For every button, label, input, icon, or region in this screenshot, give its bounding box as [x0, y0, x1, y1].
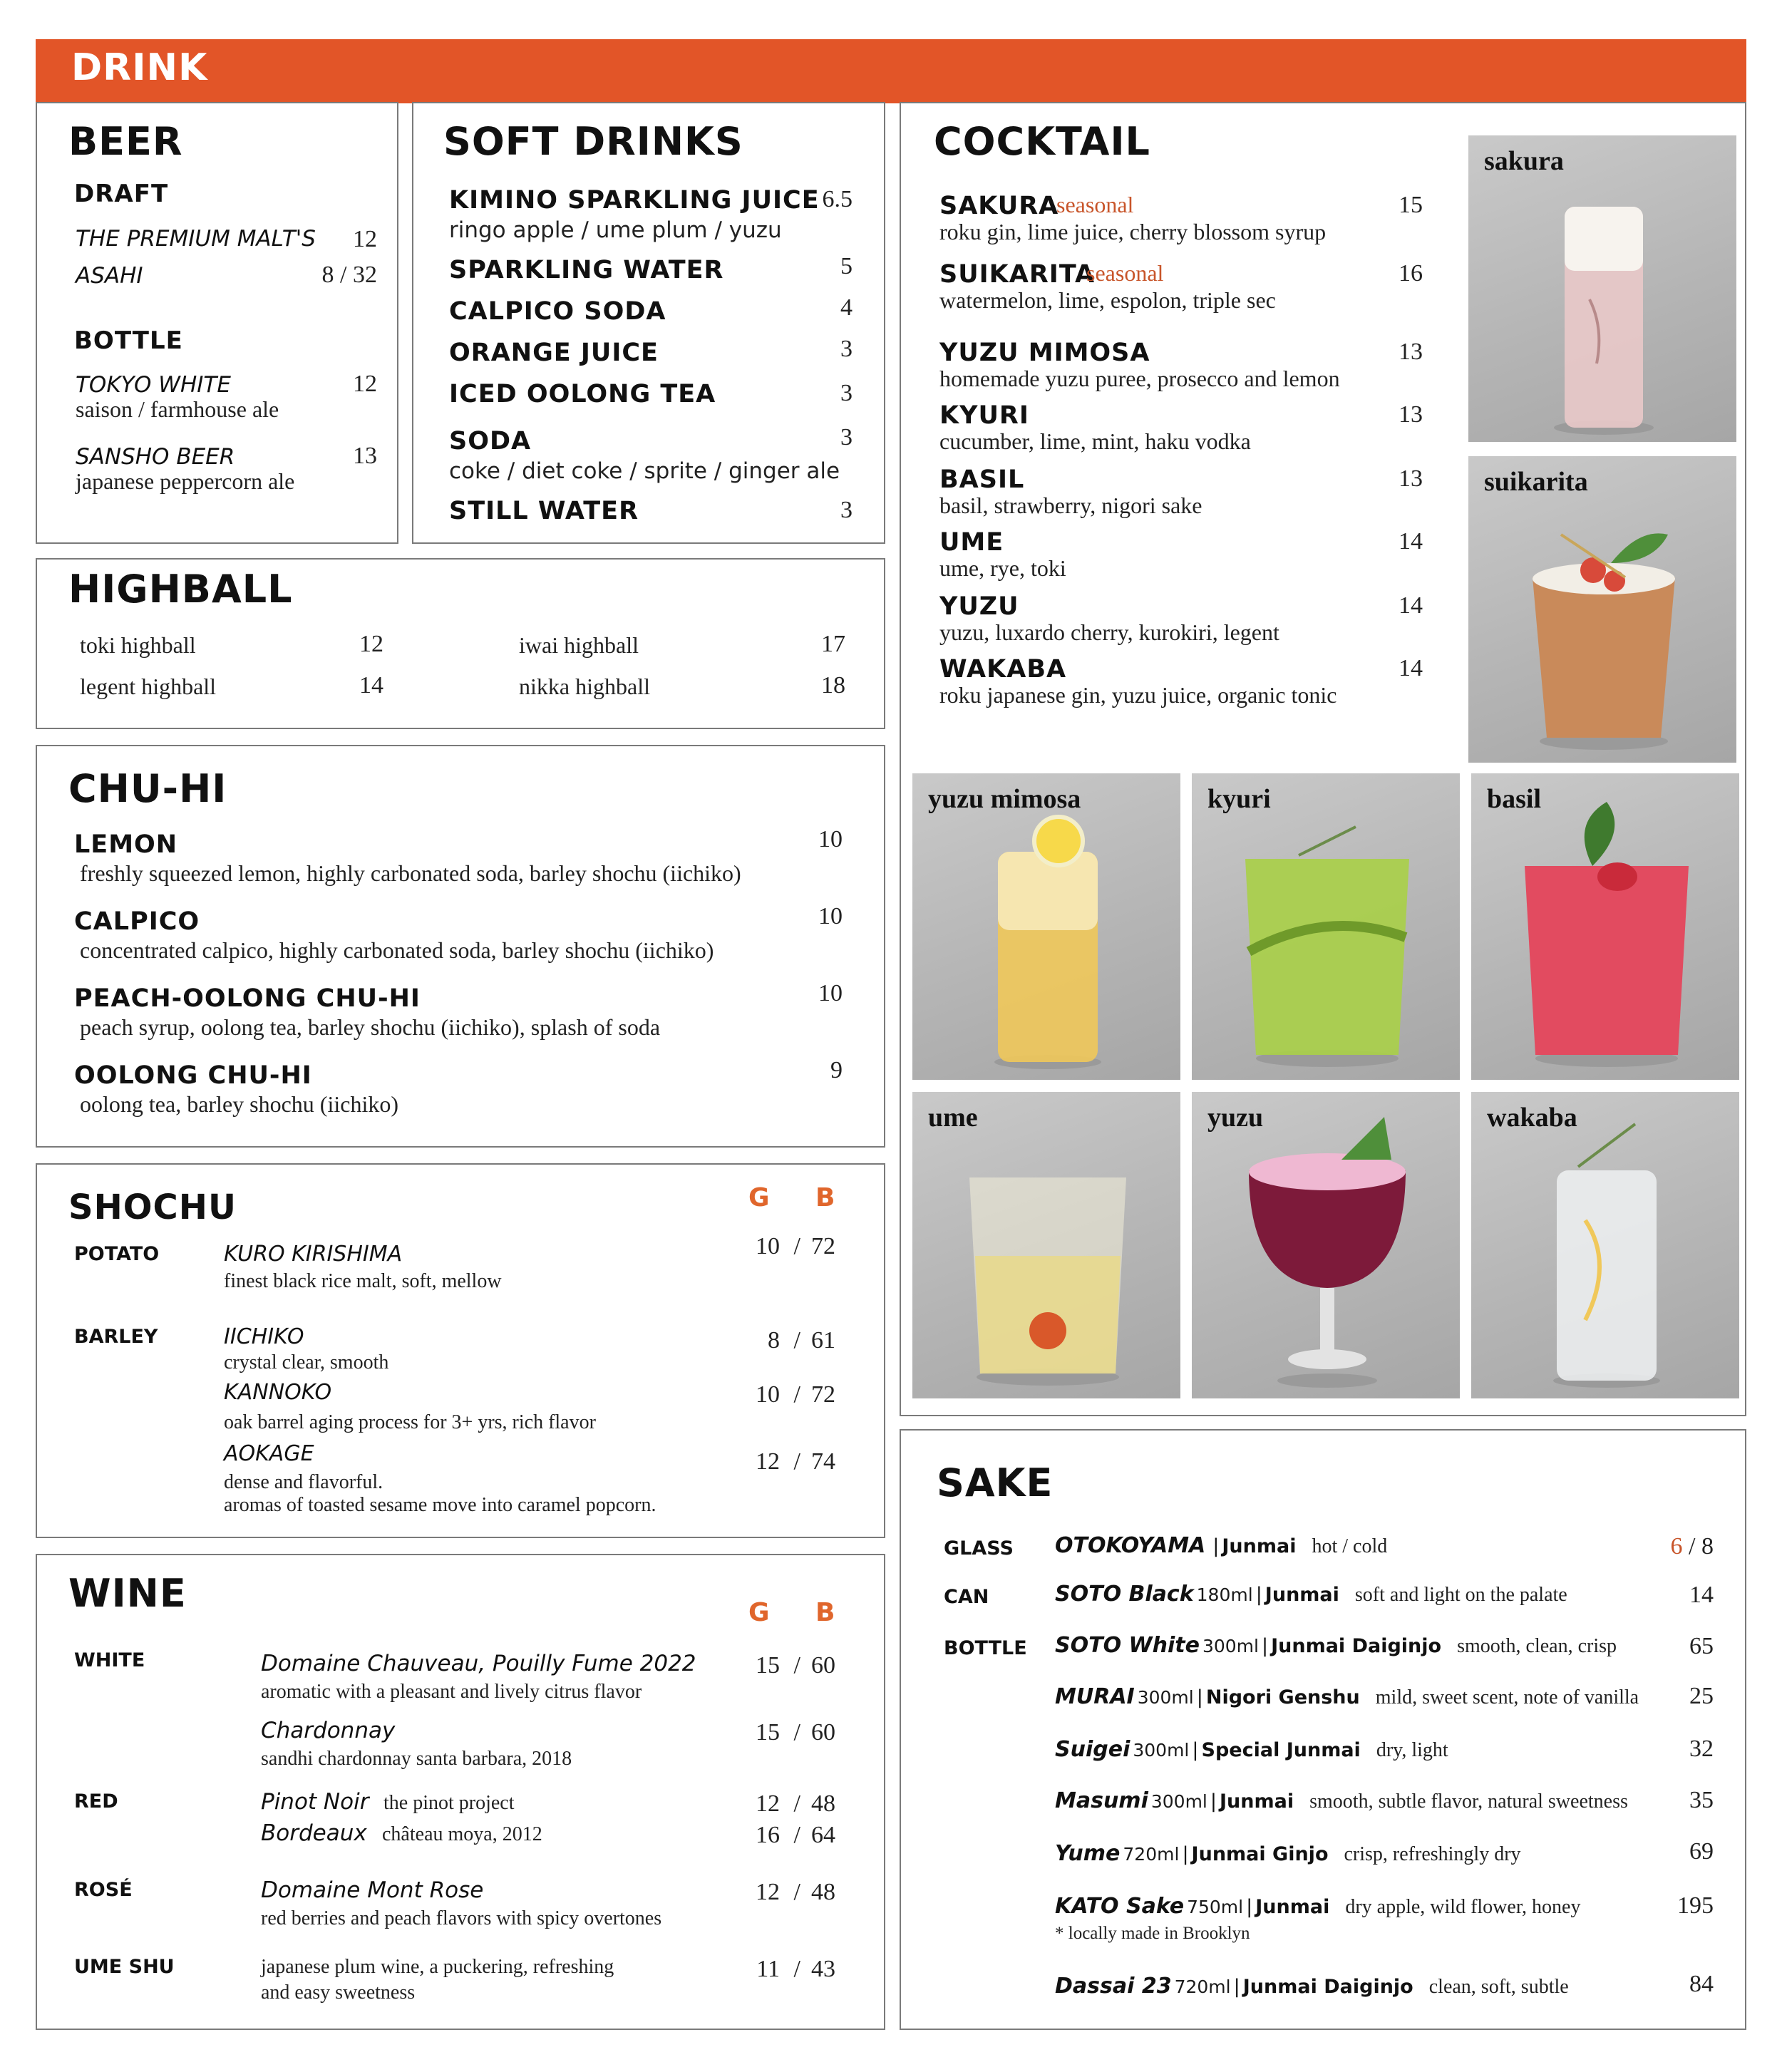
photo-suikarita	[1468, 456, 1736, 763]
wine-item-name: Domaine Mont Rose	[261, 1877, 484, 1903]
photo-label: yuzu	[1207, 1103, 1264, 1133]
wine-col-b: B	[815, 1598, 835, 1627]
highball-item-name: legent highball	[80, 674, 217, 699]
sake-sep: |	[1196, 1686, 1203, 1708]
soft-drink-price: 5	[840, 253, 853, 279]
wine-rose-label: ROSÉ	[74, 1879, 133, 1901]
sake-size: 180ml	[1196, 1584, 1253, 1605]
photo-yuzu	[1192, 1092, 1460, 1398]
wine-item-desc: château moya, 2012	[382, 1823, 542, 1845]
beer-draft-label: DRAFT	[74, 180, 169, 208]
chuhi-item-desc: oolong tea, barley shochu (iichiko)	[80, 1091, 398, 1117]
beer-section	[36, 102, 398, 544]
shochu-item-g: 10	[756, 1381, 780, 1408]
shochu-item-desc: dense and flavorful.	[224, 1471, 383, 1493]
sake-name: OTOKOYAMA	[1055, 1533, 1206, 1558]
sake-name: Suigei	[1055, 1737, 1131, 1762]
shochu-item-b: 74	[811, 1448, 835, 1475]
sake-name: SOTO White	[1055, 1633, 1200, 1658]
beer-item-desc: saison / farmhouse ale	[76, 396, 279, 422]
highball-item-price: 18	[821, 672, 845, 699]
photo-kyuri	[1192, 773, 1460, 1080]
cocktail-price: 16	[1399, 260, 1423, 287]
sake-price: 32	[1689, 1736, 1714, 1762]
photo-basil	[1471, 773, 1739, 1080]
sake-desc: crisp, refreshingly dry	[1344, 1843, 1521, 1865]
sake-desc: mild, sweet scent, note of vanilla	[1375, 1686, 1639, 1708]
shochu-item-b: 72	[811, 1381, 835, 1408]
wine-item-b: 60	[811, 1719, 835, 1746]
shochu-title: SHOCHU	[68, 1187, 237, 1227]
wine-col-g: G	[748, 1598, 770, 1627]
shochu-slash: /	[793, 1233, 800, 1259]
soft-drink-price: 3	[840, 424, 853, 450]
soft-drink-name: ICED OOLONG TEA	[449, 380, 716, 408]
sake-row	[1055, 1582, 1567, 1607]
sake-name: SOTO Black	[1055, 1582, 1194, 1607]
shochu-item-g: 12	[756, 1448, 780, 1475]
sake-glass-label: GLASS	[944, 1537, 1014, 1560]
sake-sep: |	[1233, 1976, 1240, 1998]
chuhi-item-price: 10	[818, 980, 843, 1006]
beer-item-name: THE PREMIUM MALT'S	[76, 226, 316, 252]
shochu-potato-label: POTATO	[74, 1243, 160, 1265]
wine-slash: /	[793, 1879, 800, 1905]
beer-bottle-label: BOTTLE	[74, 326, 183, 355]
wine-item-g: 12	[756, 1879, 780, 1905]
cocktail-price: 13	[1399, 339, 1423, 365]
sake-row	[1055, 1841, 1521, 1866]
shochu-section	[36, 1163, 885, 1538]
shochu-item-desc: finest black rice malt, soft, mellow	[224, 1270, 502, 1292]
wine-item-desc: red berries and peach flavors with spicy overtones	[261, 1907, 662, 1929]
sake-sep: |	[1246, 1896, 1253, 1918]
wine-slash: /	[793, 1790, 800, 1817]
wine-red-label: RED	[74, 1790, 118, 1813]
wine-white-label: WHITE	[74, 1649, 145, 1671]
beer-item-name: TOKYO WHITE	[76, 372, 231, 398]
chuhi-item-name: PEACH-OOLONG CHU-HI	[74, 984, 421, 1013]
photo-yuzu-mimosa	[912, 773, 1180, 1080]
cocktail-desc: yuzu, luxardo cherry, kurokiri, legent	[939, 619, 1279, 645]
sake-row	[1055, 1737, 1448, 1762]
sake-size: 300ml	[1150, 1791, 1207, 1812]
sake-sep: |	[1182, 1843, 1189, 1865]
soft-drinks-section	[412, 102, 885, 544]
wine-item-b: 60	[811, 1652, 835, 1679]
seasonal-tag: seasonal	[1056, 192, 1134, 217]
sakura-glass-icon	[1468, 135, 1736, 442]
basil-glass-icon	[1471, 773, 1739, 1080]
highball-item-price: 17	[821, 631, 845, 657]
soft-drink-name: KIMINO SPARKLING JUICE	[449, 186, 820, 215]
cocktail-price: 13	[1399, 465, 1423, 492]
sake-bottle-label: BOTTLE	[944, 1637, 1027, 1659]
sake-row	[1055, 1788, 1628, 1813]
cocktail-title: COCKTAIL	[934, 119, 1150, 164]
soft-drink-name: SODA	[449, 427, 532, 455]
beer-item-name: ASAHI	[76, 263, 143, 289]
shochu-item-g: 8	[768, 1327, 780, 1354]
sake-desc: clean, soft, subtle	[1428, 1976, 1569, 1998]
sake-grade: Special Junmai	[1201, 1739, 1361, 1761]
sake-size: 720ml	[1123, 1844, 1180, 1865]
photo-label: wakaba	[1487, 1103, 1577, 1133]
beer-title: BEER	[68, 119, 183, 164]
beer-item-price: 12	[353, 371, 377, 397]
sake-desc: dry, light	[1376, 1739, 1448, 1761]
photo-label: basil	[1487, 784, 1542, 814]
sake-grade: Junmai Daiginjo	[1271, 1635, 1442, 1657]
wine-item-g: 11	[756, 1956, 780, 1982]
cocktail-price: 13	[1399, 401, 1423, 428]
cocktail-price: 14	[1399, 528, 1423, 555]
sake-price: 65	[1689, 1633, 1714, 1659]
sake-row	[1055, 1974, 1569, 1999]
wine-item-name: Chardonnay	[261, 1718, 396, 1743]
wine-item-desc: the pinot project	[383, 1792, 515, 1814]
sake-row	[1055, 1684, 1639, 1709]
wine-umeshu-label: UME SHU	[74, 1956, 175, 1978]
cocktail-name: SAKURA	[939, 192, 1059, 220]
soft-drinks-title: SOFT DRINKS	[443, 119, 743, 164]
highball-item-price: 14	[359, 672, 383, 699]
photo-label: sakura	[1484, 146, 1564, 176]
highball-item-name: toki highball	[80, 632, 196, 658]
soft-drink-price: 3	[840, 336, 853, 362]
suikarita-glass-icon	[1468, 456, 1736, 763]
beer-item-price: 12	[353, 226, 377, 252]
cocktail-name: KYURI	[939, 401, 1029, 430]
wine-section	[36, 1554, 885, 2030]
sake-price: 195	[1677, 1892, 1714, 1919]
beer-item-desc: japanese peppercorn ale	[76, 468, 295, 494]
highball-title: HIGHBALL	[68, 567, 293, 612]
sake-desc: soft and light on the palate	[1354, 1584, 1567, 1606]
highball-item-name: nikka highball	[519, 674, 650, 699]
shochu-item-name: IICHIKO	[224, 1324, 304, 1349]
sake-name: KATO Sake	[1055, 1894, 1185, 1919]
soft-drink-price: 3	[840, 497, 853, 523]
wine-slash: /	[793, 1652, 800, 1679]
soft-drink-name: SPARKLING WATER	[449, 256, 724, 284]
cocktail-desc: cucumber, lime, mint, haku vodka	[939, 428, 1251, 454]
sake-grade: Junmai Ginjo	[1191, 1843, 1329, 1865]
sake-title: SAKE	[937, 1460, 1054, 1505]
shochu-item-b: 72	[811, 1233, 835, 1259]
sake-grade: Junmai	[1222, 1535, 1297, 1557]
drink-banner	[36, 39, 1746, 103]
chuhi-item-price: 9	[830, 1057, 843, 1083]
soft-drink-price: 4	[840, 294, 853, 321]
kyuri-glass-icon	[1192, 773, 1460, 1080]
sake-price	[1671, 1533, 1714, 1560]
sake-size: 300ml	[1202, 1636, 1259, 1656]
chuhi-item-price: 10	[818, 903, 843, 929]
sake-size: 750ml	[1187, 1897, 1244, 1917]
cocktail-desc: ume, rye, toki	[939, 555, 1066, 581]
sake-name: MURAI	[1055, 1684, 1135, 1709]
wine-title: WINE	[68, 1571, 187, 1616]
sake-grade: Nigori Genshu	[1205, 1686, 1360, 1708]
chuhi-section	[36, 745, 885, 1148]
wine-item-name: Bordeaux	[261, 1820, 367, 1846]
chuhi-item-name: CALPICO	[74, 907, 200, 936]
sake-sep: |	[1210, 1790, 1217, 1813]
soft-drink-price: 6.5	[822, 186, 853, 212]
shochu-item-desc: crystal clear, smooth	[224, 1351, 389, 1373]
wine-item-name: Pinot Noir	[261, 1789, 369, 1815]
wine-item-b: 48	[811, 1790, 835, 1817]
photo-label: kyuri	[1207, 784, 1271, 814]
cocktail-desc: homemade yuzu puree, prosecco and lemon	[939, 366, 1340, 391]
wine-item-b: 43	[811, 1956, 835, 1982]
sake-desc: smooth, subtle flavor, natural sweetness	[1309, 1790, 1628, 1813]
beer-item-price: 8 / 32	[321, 262, 377, 288]
sake-can-label: CAN	[944, 1586, 989, 1608]
wine-item-desc: and easy sweetness	[261, 1981, 416, 2004]
wine-item-name: Domaine Chauveau, Pouilly Fume 2022	[261, 1651, 696, 1676]
cocktail-name: SUIKARITA	[939, 260, 1096, 289]
sake-grade: Junmai	[1255, 1896, 1330, 1918]
beer-item-price: 13	[353, 443, 377, 469]
sake-size: 300ml	[1137, 1687, 1194, 1708]
shochu-item-g: 10	[756, 1233, 780, 1259]
wine-slash: /	[793, 1956, 800, 1982]
shochu-slash: /	[793, 1381, 800, 1408]
wine-item-g: 12	[756, 1790, 780, 1817]
chuhi-item-name: OOLONG CHU-HI	[74, 1061, 312, 1090]
shochu-col-g: G	[748, 1183, 770, 1212]
shochu-item-name: KURO KIRISHIMA	[224, 1242, 403, 1267]
shochu-item-b: 61	[811, 1327, 835, 1354]
highball-section	[36, 558, 885, 729]
wine-slash: /	[793, 1822, 800, 1848]
chuhi-item-desc: freshly squeezed lemon, highly carbonated soda, barley shochu (iichiko)	[80, 860, 741, 886]
shochu-item-desc: oak barrel aging process for 3+ yrs, rich flavor	[224, 1411, 596, 1433]
wine-item-g: 15	[756, 1652, 780, 1679]
shochu-col-b: B	[815, 1183, 835, 1212]
sake-name: Masumi	[1055, 1788, 1148, 1813]
sake-size: 300ml	[1133, 1740, 1190, 1761]
sake-price: 14	[1689, 1582, 1714, 1608]
cocktail-price: 14	[1399, 592, 1423, 619]
sake-row	[1055, 1533, 1387, 1558]
sake-price-glass: 6	[1670, 1533, 1683, 1560]
sake-name: Yume	[1055, 1841, 1121, 1866]
beer-item-name: SANSHO BEER	[76, 444, 235, 470]
wakaba-glass-icon	[1471, 1092, 1739, 1398]
cocktail-name: BASIL	[939, 465, 1025, 494]
sake-desc: smooth, clean, crisp	[1457, 1635, 1617, 1657]
sake-sep: |	[1212, 1535, 1220, 1557]
cocktail-price: 14	[1399, 655, 1423, 681]
cocktail-desc: basil, strawberry, nigori sake	[939, 493, 1202, 518]
sake-price-tokkuri: / 8	[1682, 1533, 1714, 1560]
cocktail-price: 15	[1399, 192, 1423, 218]
sake-size: 720ml	[1174, 1976, 1231, 1997]
wine-slash: /	[793, 1719, 800, 1746]
soft-drink-name: ORANGE JUICE	[449, 339, 659, 367]
soft-drink-price: 3	[840, 380, 853, 406]
banner-title: DRINK	[71, 46, 208, 89]
sake-price: 35	[1689, 1787, 1714, 1813]
shochu-item-name: AOKAGE	[224, 1441, 314, 1466]
soft-drink-name: CALPICO SODA	[449, 297, 666, 326]
cocktail-name: YUZU	[939, 592, 1019, 621]
shochu-item-desc: aromas of toasted sesame move into caramel popcorn.	[224, 1494, 656, 1516]
highball-item-name: iwai highball	[519, 632, 639, 658]
sake-name: Dassai 23	[1055, 1974, 1172, 1999]
shochu-slash: /	[793, 1327, 800, 1354]
chuhi-item-desc: concentrated calpico, highly carbonated soda, barley shochu (iichiko)	[80, 937, 714, 963]
cocktail-name: UME	[939, 528, 1004, 557]
yuzu-mimosa-glass-icon	[912, 773, 1180, 1080]
sake-row	[1055, 1633, 1617, 1658]
yuzu-glass-icon	[1192, 1092, 1460, 1398]
chuhi-item-desc: peach syrup, oolong tea, barley shochu (iichiko), splash of soda	[80, 1014, 661, 1040]
wine-item-g: 16	[756, 1822, 780, 1848]
photo-sakura	[1468, 135, 1736, 442]
photo-wakaba	[1471, 1092, 1739, 1398]
photo-label: yuzu mimosa	[928, 784, 1081, 814]
shochu-slash: /	[793, 1448, 800, 1475]
cocktail-desc: roku japanese gin, yuzu juice, organic tonic	[939, 682, 1337, 708]
chuhi-item-price: 10	[818, 826, 843, 852]
wine-item-desc: sandhi chardonnay santa barbara, 2018	[261, 1748, 572, 1770]
shochu-barley-label: BARLEY	[74, 1326, 158, 1348]
wine-item-desc: japanese plum wine, a puckering, refreshing	[261, 1956, 614, 1978]
sake-price: 84	[1689, 1971, 1714, 1997]
cocktail-name: YUZU MIMOSA	[939, 339, 1150, 367]
photo-ume	[912, 1092, 1180, 1398]
photo-label: suikarita	[1484, 467, 1588, 497]
cocktail-name: WAKABA	[939, 655, 1067, 684]
sake-desc: dry apple, wild flower, honey	[1345, 1896, 1581, 1918]
shochu-item-name: KANNOKO	[224, 1380, 332, 1405]
sake-sep: |	[1261, 1635, 1269, 1657]
sake-sep: |	[1192, 1739, 1199, 1761]
sake-row	[1055, 1894, 1580, 1919]
sake-grade: Junmai	[1265, 1584, 1339, 1606]
soft-drink-desc: ringo apple / ume plum / yuzu	[449, 217, 782, 243]
cocktail-desc: watermelon, lime, espolon, triple sec	[939, 287, 1276, 313]
cocktail-desc: roku gin, lime juice, cherry blossom syrup	[939, 219, 1327, 244]
highball-item-price: 12	[359, 631, 383, 657]
wine-item-desc: aromatic with a pleasant and lively citrus flavor	[261, 1681, 642, 1703]
seasonal-tag: seasonal	[1086, 260, 1164, 286]
sake-grade: Junmai Daiginjo	[1242, 1976, 1413, 1998]
sake-sep: |	[1255, 1584, 1262, 1606]
wine-item-b: 48	[811, 1879, 835, 1905]
wine-item-g: 15	[756, 1719, 780, 1746]
soft-drink-desc: coke / diet coke / sprite / ginger ale	[449, 458, 840, 484]
sake-desc: hot / cold	[1312, 1535, 1388, 1557]
chuhi-item-name: LEMON	[74, 830, 178, 859]
sake-grade: Junmai	[1220, 1790, 1294, 1813]
sake-price: 25	[1689, 1683, 1714, 1709]
sake-note: * locally made in Brooklyn	[1055, 1924, 1250, 1943]
chuhi-title: CHU-HI	[68, 766, 227, 811]
sake-price: 69	[1689, 1838, 1714, 1865]
soft-drink-name: STILL WATER	[449, 497, 639, 525]
wine-item-b: 64	[811, 1822, 835, 1848]
photo-label: ume	[928, 1103, 978, 1133]
sake-section	[900, 1429, 1746, 2030]
ume-glass-icon	[912, 1092, 1180, 1398]
